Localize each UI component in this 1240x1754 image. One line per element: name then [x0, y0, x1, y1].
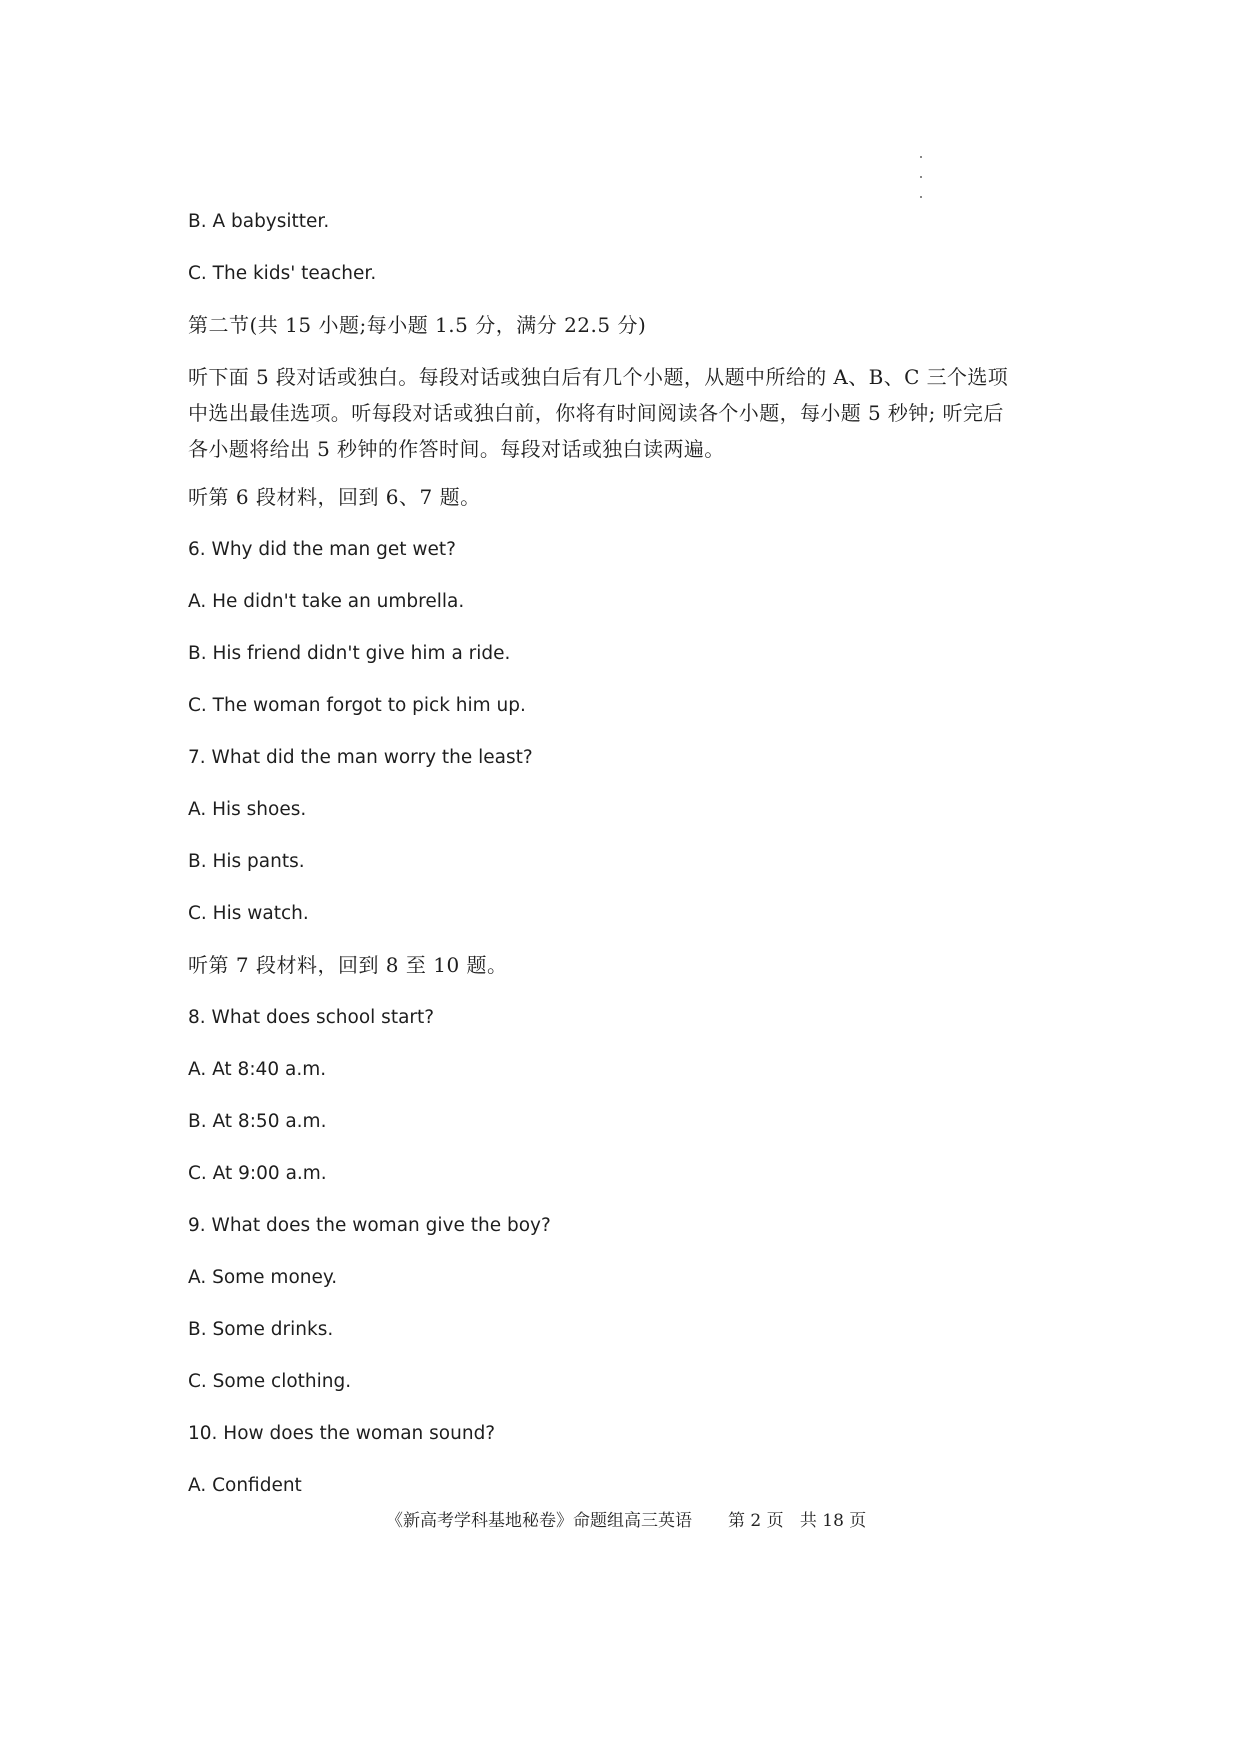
question-9-option-c: C. Some clothing. [188, 1371, 352, 1392]
question-10: 10. How does the woman sound? [188, 1423, 496, 1444]
instructions-line-3: 各小题将给出 5 秒钟的作答时间。每段对话或独白读两遍。 [188, 437, 725, 461]
option-c-previous: C. The kids' teacher. [188, 263, 377, 284]
question-6-option-b: B. His friend didn't give him a ride. [188, 643, 511, 664]
instructions-line-2: 中选出最佳选项。听每段对话或独白前，你将有时间阅读各个小题，每小题 5 秒钟; 听完后 [188, 401, 1004, 425]
instructions-paragraph [188, 359, 1058, 467]
question-6: 6. Why did the man get wet? [188, 539, 456, 560]
section-title: 第二节(共 15 小题;每小题 1.5 分，满分 22.5 分) [188, 313, 647, 337]
material-7-heading: 听第 7 段材料，回到 8 至 10 题。 [188, 953, 508, 977]
question-7-option-a: A. His shoes. [188, 799, 307, 820]
instructions-line-1: 听下面 5 段对话或独白。每段对话或独白后有几个小题，从题中所给的 A、B、C 三个选项 [188, 365, 1009, 389]
question-6-option-c: C. The woman forgot to pick him up. [188, 695, 526, 716]
question-7: 7. What did the man worry the least? [188, 747, 533, 768]
material-6-heading: 听第 6 段材料，回到 6、7 题。 [188, 485, 481, 509]
margin-marks [918, 156, 924, 206]
footer-source: 《新高考学科基地秘卷》命题组高三英语 [386, 1511, 692, 1531]
footer-total-pages: 共 18 页 [799, 1511, 867, 1531]
question-8-option-a: A. At 8:40 a.m. [188, 1059, 327, 1080]
question-9-option-a: A. Some money. [188, 1267, 338, 1288]
footer-page-number: 第 2 页 [728, 1511, 784, 1531]
question-6-option-a: A. He didn't take an umbrella. [188, 591, 465, 612]
question-7-option-b: B. His pants. [188, 851, 305, 872]
question-8-option-b: B. At 8:50 a.m. [188, 1111, 327, 1132]
option-b-previous: B. A babysitter. [188, 211, 330, 232]
question-9-option-b: B. Some drinks. [188, 1319, 334, 1340]
question-9: 9. What does the woman give the boy? [188, 1215, 551, 1236]
question-8-option-c: C. At 9:00 a.m. [188, 1163, 327, 1184]
page-footer [386, 1510, 866, 1532]
question-8: 8. What does school start? [188, 1007, 435, 1028]
question-10-option-a: A. Confident [188, 1475, 302, 1496]
question-7-option-c: C. His watch. [188, 903, 309, 924]
